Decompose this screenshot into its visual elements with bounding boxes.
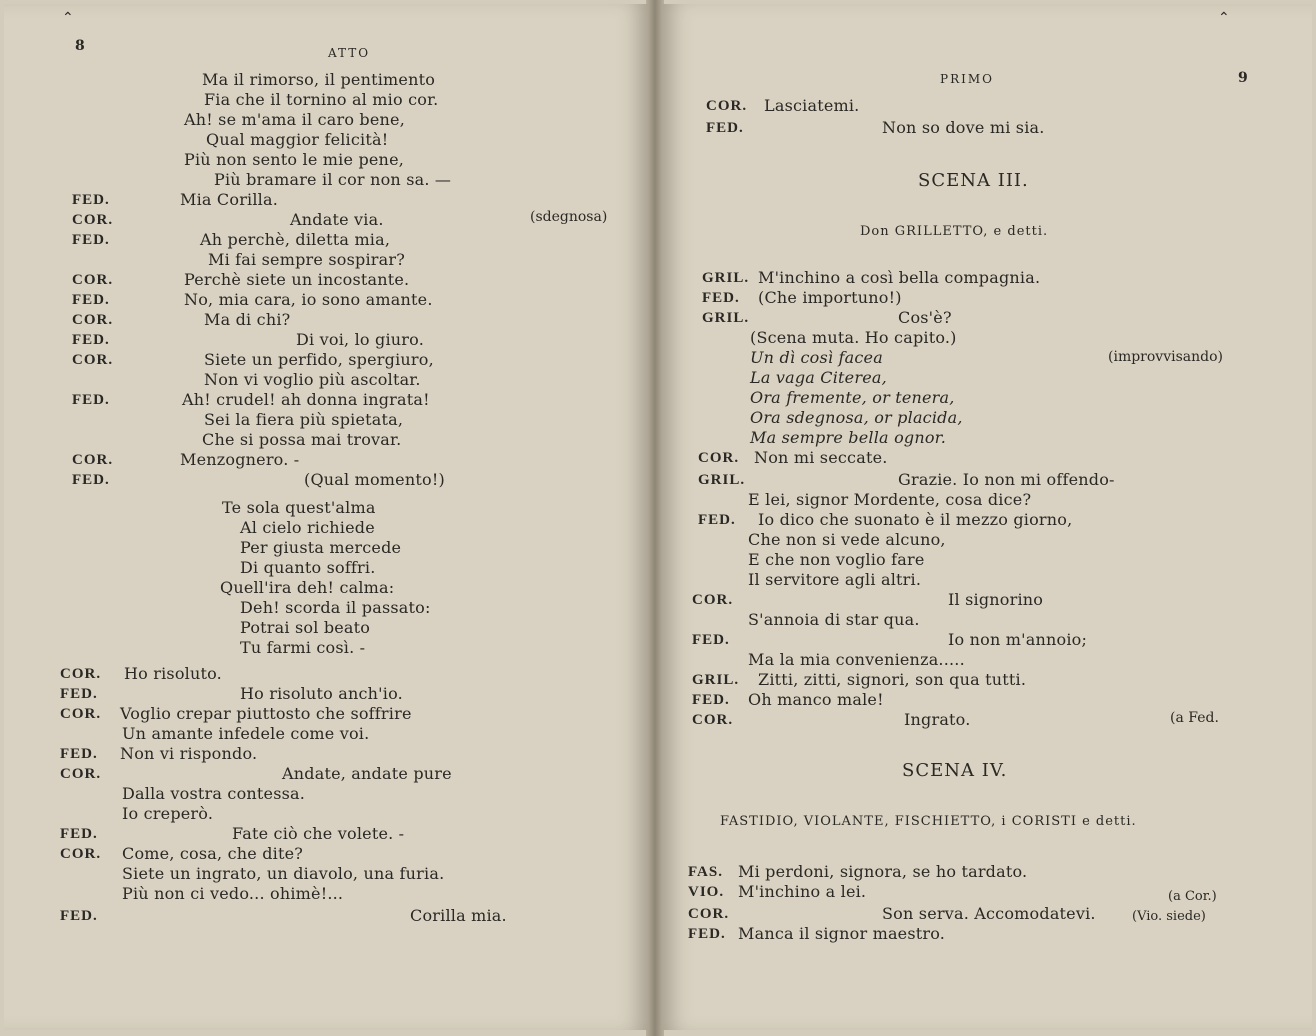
dialogue-speaker: FED. (706, 120, 744, 136)
verse-line: Che si possa mai trovar. (202, 430, 402, 449)
dialogue-line: M'inchino a così bella compagnia. (758, 268, 1041, 287)
verse-speaker: COR. (72, 272, 114, 288)
dialogue-line: Lasciatemi. (764, 96, 860, 115)
dialogue-line: Ora sdegnosa, or placida, (750, 408, 963, 427)
running-header-left: ATTO (328, 46, 371, 60)
verse-speaker: FED. (72, 332, 110, 348)
verse-line: Menzognero. - (180, 450, 300, 469)
verse-line: Sei la fiera più spietata, (204, 410, 404, 429)
verse-speaker: COR. (60, 706, 102, 722)
verse-line: Ma di chi? (204, 310, 291, 329)
dialogue-line: (Che importuno!) (758, 288, 902, 307)
dialogue-line: S'annoia di star qua. (748, 610, 920, 629)
stage-direction-sdegnosa: (sdegnosa) (530, 209, 608, 225)
verse-line: Al cielo richiede (240, 518, 375, 537)
dialogue-speaker: FAS. (688, 864, 723, 880)
verse-line: Più non sento le mie pene, (184, 150, 405, 169)
left-page (4, 4, 648, 1030)
verse-line: Non vi rispondo. (120, 744, 258, 763)
verse-speaker: FED. (60, 826, 98, 842)
verse-line: Ho risoluto. (124, 664, 222, 683)
stage-direction-vio-siede: (Vio. siede) (1132, 909, 1206, 924)
verse-line: Andate via. (290, 210, 384, 229)
verse-line: Siete un perfido, spergiuro, (204, 350, 434, 369)
stage-direction-a-cor: (a Cor.) (1168, 889, 1217, 904)
dialogue-line: Io non m'annoio; (948, 630, 1088, 649)
corner-mark: ⌃ (62, 10, 74, 26)
dialogue-speaker: COR. (692, 592, 734, 608)
verse-speaker: COR. (60, 766, 102, 782)
dialogue-line: Non so dove mi sia. (882, 118, 1045, 137)
verse-line: Voglio crepar piuttosto che soffrire (120, 704, 412, 723)
verse-line: Ma il rimorso, il pentimento (202, 70, 436, 89)
dialogue-line: Il servitore agli altri. (748, 570, 922, 589)
dialogue-speaker: FED. (692, 692, 730, 708)
dialogue-speaker: GRIL. (702, 310, 750, 326)
verse-speaker: COR. (72, 212, 114, 228)
verse-speaker: FED. (72, 232, 110, 248)
verse-line: No, mia cara, io sono amante. (184, 290, 433, 309)
dialogue-speaker: GRIL. (702, 270, 750, 286)
running-header-right: PRIMO (940, 72, 994, 86)
dialogue-line: Ma sempre bella ognor. (750, 428, 947, 447)
dialogue-line: Oh manco male! (748, 690, 884, 709)
dialogue-speaker: VIO. (688, 884, 725, 900)
dialogue-speaker: COR. (698, 450, 740, 466)
dialogue-line: E lei, signor Mordente, cosa dice? (748, 490, 1032, 509)
verse-speaker: COR. (60, 846, 102, 862)
verse-speaker: COR. (60, 666, 102, 682)
dialogue-speaker: FED. (692, 632, 730, 648)
verse-line: Mia Corilla. (180, 190, 279, 209)
corner-mark: ⌃ (1218, 10, 1230, 26)
verse-line: Ah! se m'ama il caro bene, (184, 110, 406, 129)
dialogue-line: Manca il signor maestro. (738, 924, 946, 943)
dialogue-line: Son serva. Accomodatevi. (882, 904, 1096, 923)
verse-line: Dalla vostra contessa. (122, 784, 306, 803)
dialogue-speaker: FED. (688, 926, 726, 942)
page-number-left: 8 (75, 38, 85, 54)
page-number-right: 9 (1238, 70, 1248, 86)
dialogue-line: Io dico che suonato è il mezzo giorno, (758, 510, 1073, 529)
verse-line: (Qual momento!) (304, 470, 445, 489)
scena-4-title: SCENA IV. (902, 760, 1008, 781)
verse-line: Potrai sol beato (240, 618, 371, 637)
verse-speaker: FED. (72, 192, 110, 208)
scena-3-cast: Don GRILLETTO, e detti. (860, 224, 1049, 239)
verse-line: Fia che il tornino al mio cor. (204, 90, 439, 109)
dialogue-line: Non mi seccate. (754, 448, 888, 467)
verse-speaker: FED. (72, 472, 110, 488)
verse-line: Te sola quest'alma (222, 498, 376, 517)
scena-3-title: SCENA III. (918, 170, 1029, 191)
dialogue-speaker: GRIL. (692, 672, 740, 688)
verse-line: Perchè siete un incostante. (184, 270, 410, 289)
dialogue-line: Grazie. Io non mi offendo- (898, 470, 1115, 489)
dialogue-line: Ora fremente, or tenera, (750, 388, 955, 407)
verse-line: Di quanto soffri. (240, 558, 376, 577)
dialogue-speaker: COR. (706, 98, 748, 114)
verse-line: Di voi, lo giuro. (296, 330, 424, 349)
dialogue-line: Cos'è? (898, 308, 952, 327)
verse-speaker: FED. (72, 392, 110, 408)
dialogue-line: Mi perdoni, signora, se ho tardato. (738, 862, 1028, 881)
right-page (662, 4, 1312, 1030)
verse-line: Fate ciò che volete. - (232, 824, 405, 843)
verse-line: Mi fai sempre sospirar? (208, 250, 405, 269)
dialogue-line: La vaga Citerea, (750, 368, 887, 387)
verse-speaker: COR. (72, 452, 114, 468)
dialogue-line: Ma la mia convenienza..... (748, 650, 965, 669)
verse-line: Io creperò. (122, 804, 214, 823)
verse-line: Qual maggior felicità! (206, 130, 389, 149)
verse-line: Più bramare il cor non sa. — (214, 170, 452, 189)
verse-line: Quell'ira deh! calma: (220, 578, 395, 597)
verse-line: Ah perchè, diletta mia, (200, 230, 391, 249)
verse-line: Un amante infedele come voi. (122, 724, 370, 743)
verse-speaker: FED. (60, 746, 98, 762)
verse-line: Siete un ingrato, un diavolo, una furia. (122, 864, 445, 883)
verse-line: Ho risoluto anch'io. (240, 684, 403, 703)
dialogue-speaker: COR. (692, 712, 734, 728)
scena-4-cast: FASTIDIO, VIOLANTE, FISCHIETTO, i CORISTI e detti. (720, 814, 1137, 829)
verse-speaker: COR. (72, 312, 114, 328)
verse-line: Ah! crudel! ah donna ingrata! (182, 390, 430, 409)
verse-line: Più non ci vedo... ohimè!... (122, 884, 344, 903)
dialogue-line: Zitti, zitti, signori, son qua tutti. (758, 670, 1027, 689)
verse-line: Tu farmi così. - (240, 638, 366, 657)
verse-line: Come, cosa, che dite? (122, 844, 304, 863)
verse-line: Non vi voglio più ascoltar. (204, 370, 421, 389)
dialogue-line: Il signorino (948, 590, 1044, 609)
verse-speaker: COR. (72, 352, 114, 368)
dialogue-line: Che non si vede alcuno, (748, 530, 946, 549)
verse-line: Andate, andate pure (282, 764, 452, 783)
verse-line: Deh! scorda il passato: (240, 598, 431, 617)
dialogue-line: (Scena muta. Ho capito.) (750, 328, 957, 347)
verse-speaker: FED. (60, 686, 98, 702)
stage-direction-a-fed: (a Fed. (1170, 710, 1219, 726)
dialogue-line: Ingrato. (904, 710, 971, 729)
dialogue-speaker: FED. (698, 512, 736, 528)
dialogue-line: M'inchino a lei. (738, 882, 867, 901)
dialogue-line: E che non voglio fare (748, 550, 925, 569)
dialogue-speaker: COR. (688, 906, 730, 922)
dialogue-speaker: FED. (702, 290, 740, 306)
dialogue-speaker: GRIL. (698, 472, 746, 488)
dialogue-line: Un dì così facea (750, 348, 883, 367)
verse-speaker: FED. (60, 908, 98, 924)
verse-line: Per giusta mercede (240, 538, 402, 557)
stage-direction-improvvisando: (improvvisando) (1108, 349, 1223, 365)
verse-line: Corilla mia. (410, 906, 507, 925)
verse-speaker: FED. (72, 292, 110, 308)
